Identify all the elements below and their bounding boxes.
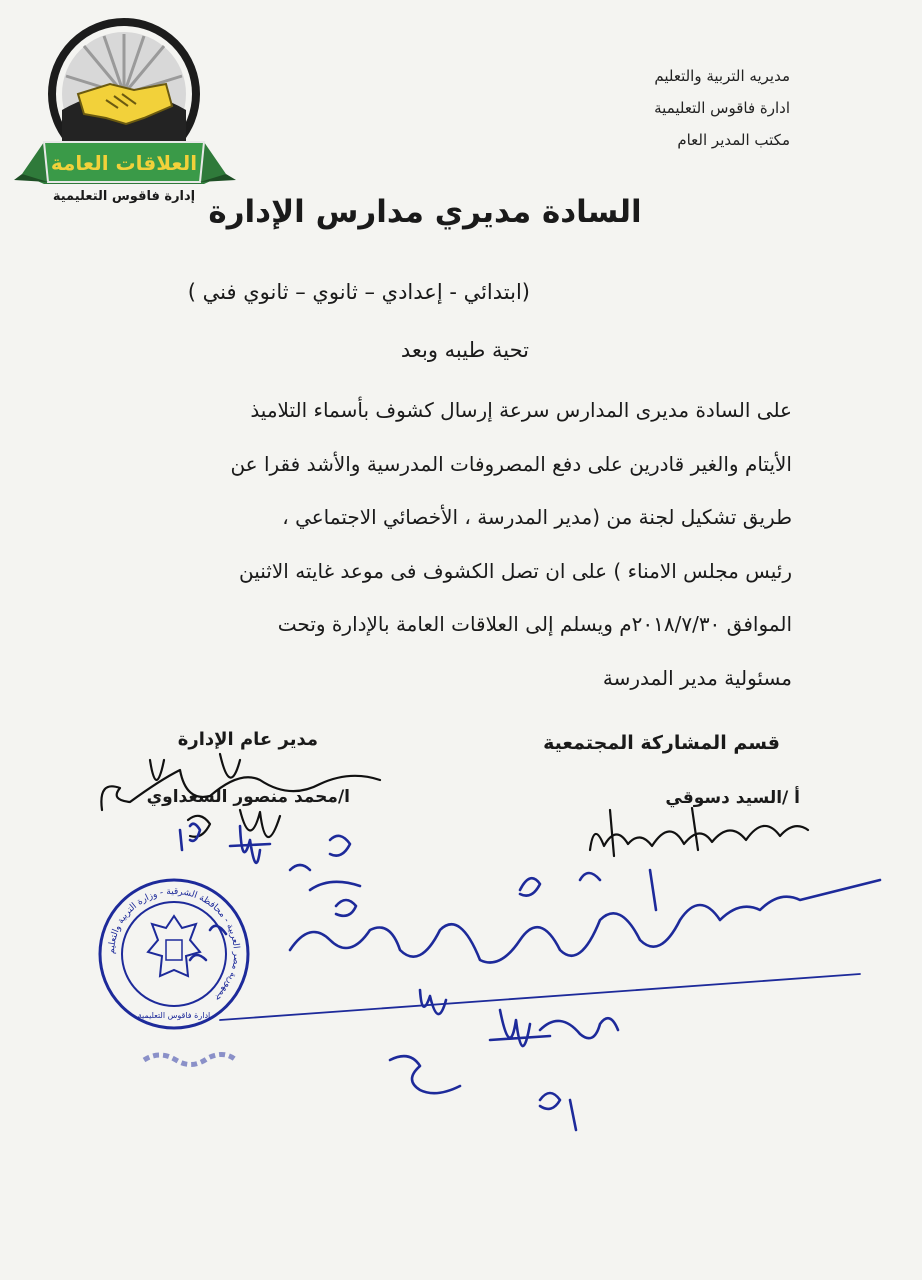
- greeting: تحية طيبه وبعد: [400, 338, 529, 362]
- stamp-ring-text: جمهورية مصر العربية - محافظة الشرقية - وزارة التربية والتعليم: [106, 886, 242, 1004]
- director-name: ا/محمد منصور السعداوي: [146, 787, 350, 807]
- body-line: مسئولية مدير المدرسة: [602, 665, 792, 690]
- document-title: السادة مديري مدارس الإدارة: [208, 194, 642, 230]
- stamp-bottom-text: ادارة فاقوس التعليمية: [137, 1011, 211, 1020]
- body-line: رئيس مجلس الامناء ) على ان تصل الكشوف فى موعد غايته الاثنين: [239, 558, 792, 583]
- community-section-name: أ /السيد دسوقي: [665, 788, 800, 808]
- public-relations-logo: [14, 14, 236, 209]
- official-stamp: [96, 876, 252, 1032]
- eagle-icon: [148, 916, 200, 976]
- header-administration: ادارة فاقوس التعليمية: [654, 99, 790, 117]
- header-directorate: مديريه التربية والتعليم: [654, 67, 790, 85]
- header-block: [490, 60, 790, 156]
- logo-banner-text: العلاقات العامة: [50, 151, 198, 175]
- body-text: [112, 384, 792, 705]
- body-line: الموافق ٢٠١٨/٧/٣٠م ويسلم إلى العلاقات العامة بالإدارة وتحت: [277, 612, 792, 636]
- school-stages: (ابتدائي - إعدادي – ثانوي – ثانوي فني ): [187, 280, 530, 304]
- faded-stamp-mark: [140, 1044, 240, 1074]
- community-section-title: قسم المشاركة المجتمعية: [543, 732, 780, 754]
- body-line: طريق تشكيل لجنة من (مدير المدرسة ، الأخصائي الاجتماعي ،: [282, 505, 792, 529]
- director-title: مدير عام الإدارة: [177, 729, 318, 750]
- body-line: على السادة مديرى المدارس سرعة إرسال كشوف بأسماء التلاميذ: [250, 398, 792, 422]
- body-line: الأيتام والغير قادرين على دفع المصروفات المدرسية والأشد فقرا عن: [230, 451, 792, 476]
- handwritten-notes: [160, 810, 900, 1150]
- header-office: مكتب المدير العام: [677, 131, 790, 149]
- logo-sub-text: إدارة فاقوس التعليمية: [52, 189, 196, 204]
